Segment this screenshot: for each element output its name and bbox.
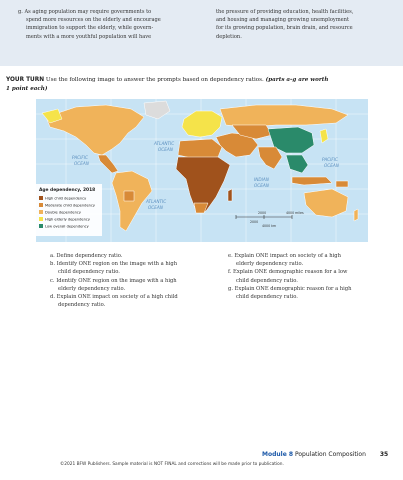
ocean-label: ATLANTIC [146, 199, 167, 204]
legend-label: Moderate child dependency [45, 203, 96, 208]
question-line: elderly dependency ratio. [58, 285, 126, 292]
scale-label: 2000 [258, 211, 267, 215]
scale-label: 2000 [250, 220, 259, 224]
page-footer [262, 451, 388, 458]
text-line: depletion. [216, 33, 242, 40]
question-line: dependency ratio. [58, 302, 106, 309]
module-title: Population Composition [294, 451, 366, 458]
question-line: d. Explain ONE impact on society of a high child [50, 294, 178, 301]
legend-swatch [39, 217, 43, 221]
legend-swatch [39, 210, 43, 214]
legend-label: Low overall dependency [45, 224, 89, 229]
png-region [336, 181, 348, 187]
previous-answer-box [0, 0, 403, 66]
madagascar-region [228, 189, 232, 201]
bolivia-region [124, 191, 134, 201]
question-line: child dependency ratio. [58, 269, 120, 276]
previous-answer-left [18, 8, 190, 41]
your-turn-instructions [6, 76, 396, 93]
your-turn-points-cont: 1 point each) [6, 85, 48, 92]
dependency-world-map [36, 99, 368, 242]
ocean-label: OCEAN [158, 147, 173, 152]
question-b [50, 260, 220, 276]
text-line: the pressure of providing education, health facilities, [216, 9, 354, 15]
your-turn-points: (parts a-g are worth [265, 77, 329, 83]
question-line: child dependency ratio. [236, 294, 298, 301]
text-line: for its growing population, brain drain, and resource [216, 25, 353, 32]
scale-label: 4000 miles [286, 211, 304, 215]
ocean-label: PACIFIC [72, 155, 88, 160]
ocean-label: OCEAN [148, 205, 163, 210]
question-line: child dependency ratio. [236, 277, 298, 284]
text-line: spend more resources on the elderly and encourage [26, 17, 161, 24]
ocean-label: ATLANTIC [154, 141, 175, 146]
question-a [50, 252, 220, 260]
text-line: ments with a more youthful population will have [26, 33, 152, 40]
text-line: and housing and managing growing unemployment [216, 17, 349, 24]
question-line: elderly dependency ratio. [236, 261, 304, 268]
question-line: b. Identify ONE region on the image with a high [50, 261, 178, 268]
module-label: Module 8 [262, 451, 294, 458]
legend-title: Age dependency, 2018 [39, 188, 96, 193]
question-line: f. Explain ONE demographic reason for a low [228, 269, 348, 276]
questions-right [228, 252, 396, 301]
text-line: g. As aging population may require governments to [18, 9, 152, 15]
questions-left [50, 252, 220, 309]
text-line: immigration to support the elderly, while govern- [26, 25, 154, 32]
legend-label: Double dependency [45, 210, 82, 215]
your-turn-label: YOUR TURN [6, 77, 45, 83]
ocean-label: OCEAN [254, 183, 269, 188]
question-c [50, 277, 220, 293]
question-line: g. Explain ONE demographic reason for a high [228, 285, 352, 292]
question-e [228, 252, 396, 268]
question-line: a. Define dependency ratio. [50, 253, 123, 259]
legend-label: High child dependency [45, 196, 87, 201]
north-africa-region [178, 139, 222, 159]
your-turn-text: Use the following image to answer the prompts based on dependency ratios. [45, 77, 264, 83]
question-f [228, 268, 396, 284]
ocean-label: INDIAN [254, 177, 269, 182]
new-zealand-region [354, 209, 358, 221]
previous-answer-right [216, 8, 386, 41]
legend-swatch [39, 196, 43, 200]
map-legend [36, 184, 102, 236]
legend-swatch [39, 203, 43, 207]
ocean-label: OCEAN [74, 161, 89, 166]
question-d [50, 293, 220, 309]
question-line: c. Identify ONE region on the image with a high [50, 277, 177, 284]
question-g [228, 285, 396, 301]
question-line: e. Explain ONE impact on society of a high [228, 253, 341, 259]
copyright-notice: ©2021 BFW Publishers. Sample material is NOT FINAL and corrections will be made prior to publication. [60, 462, 284, 467]
ocean-label: PACIFIC [322, 157, 338, 162]
ocean-label: OCEAN [324, 163, 339, 168]
scale-label: 4000 km [262, 224, 277, 228]
page-number: 35 [379, 451, 389, 458]
legend-swatch [39, 224, 43, 228]
legend-label: High elderly dependency [45, 217, 90, 222]
